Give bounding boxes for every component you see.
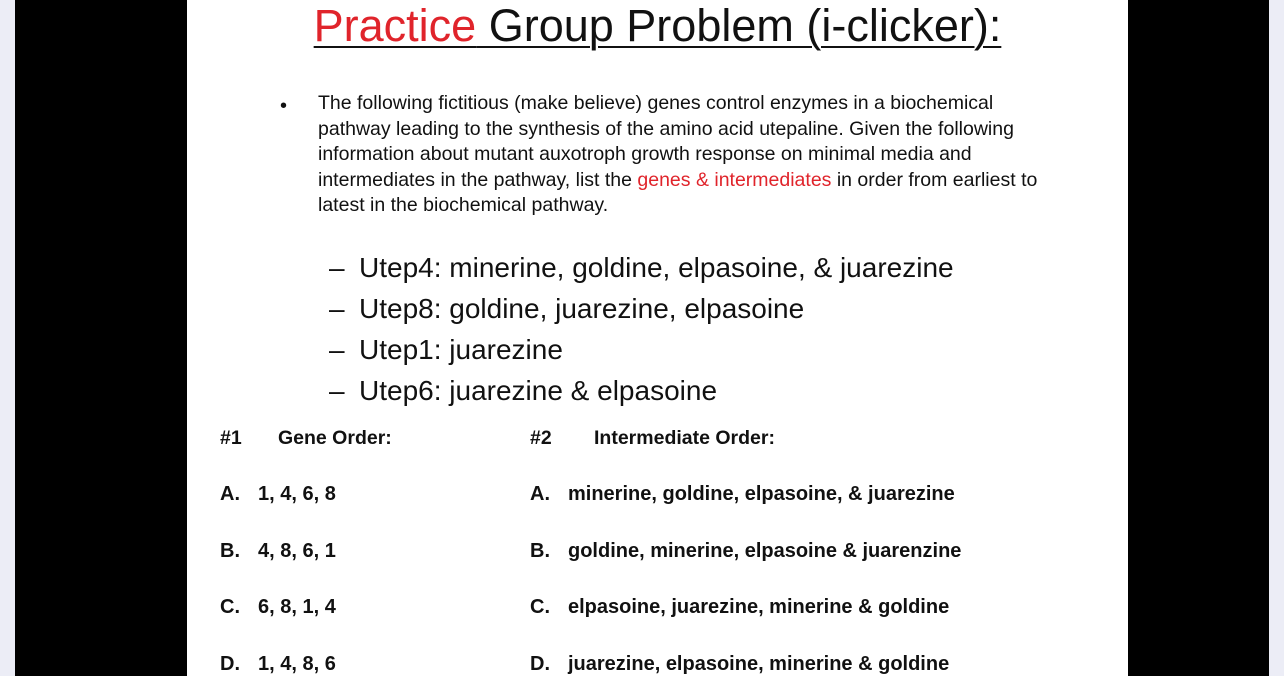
option-text: minerine, goldine, elpasoine, & juarezine bbox=[568, 483, 955, 505]
option-text: elpasoine, juarezine, minerine & goldine bbox=[568, 596, 950, 618]
option-text: juarezine, elpasoine, minerine & goldine bbox=[568, 653, 950, 675]
option-letter: B. bbox=[220, 540, 240, 562]
instructions-text-start: The following fictitious (make believe) genes control enzymes in a biochemical pathway leading to the synthesis of the amino acid utepaline. Given the following information about mutant auxotroph growth response on minimal media and intermediates in the pathway, list the bbox=[318, 92, 1014, 191]
q2-option-b bbox=[530, 538, 961, 564]
question-2-heading bbox=[530, 426, 775, 450]
option-text: 6, 8, 1, 4 bbox=[258, 596, 336, 618]
q1-option-b bbox=[220, 538, 336, 564]
option-letter: A. bbox=[220, 483, 240, 505]
question-1-label: Gene Order: bbox=[278, 427, 392, 449]
slide-title bbox=[187, 0, 1128, 52]
option-letter: C. bbox=[530, 596, 550, 618]
option-letter: C. bbox=[220, 596, 240, 618]
q2-option-c bbox=[530, 594, 949, 620]
dash-bullet: – bbox=[329, 375, 345, 406]
option-letter: D. bbox=[220, 653, 240, 675]
option-text: goldine, minerine, elpasoine & juarenzine bbox=[568, 540, 962, 562]
instructions-highlight: genes & intermediates bbox=[637, 168, 832, 191]
q1-option-a bbox=[220, 481, 336, 507]
option-text: 1, 4, 8, 6 bbox=[258, 653, 336, 675]
question-2-number: #2 bbox=[530, 427, 552, 449]
q1-option-d bbox=[220, 651, 336, 676]
slide bbox=[187, 0, 1128, 676]
title-practice-word: Practice bbox=[313, 0, 477, 51]
option-letter: B. bbox=[530, 540, 550, 562]
dash-bullet: – bbox=[329, 293, 345, 324]
option-letter: A. bbox=[530, 483, 550, 505]
option-letter: D. bbox=[530, 653, 550, 675]
mutant-item-utep6 bbox=[329, 374, 717, 408]
video-frame bbox=[15, 0, 1269, 676]
instructions-text-end: in order from earliest to latest in the biochemical pathway. bbox=[318, 168, 1038, 216]
question-1-number: #1 bbox=[220, 427, 242, 449]
question-2-label: Intermediate Order: bbox=[594, 427, 775, 449]
dash-bullet: – bbox=[329, 252, 345, 283]
q2-option-a bbox=[530, 481, 955, 507]
dash-bullet: – bbox=[329, 334, 345, 365]
option-text: 1, 4, 6, 8 bbox=[258, 483, 336, 505]
mutant-item-utep4 bbox=[329, 251, 954, 285]
mutant-text: Utep6: juarezine & elpasoine bbox=[359, 375, 718, 406]
mutant-text: Utep1: juarezine bbox=[359, 334, 563, 365]
q2-option-d bbox=[530, 651, 949, 676]
bullet-symbol: • bbox=[280, 95, 288, 117]
q1-option-c bbox=[220, 594, 336, 620]
instructions-paragraph bbox=[318, 91, 1058, 219]
mutant-text: Utep8: goldine, juarezine, elpasoine bbox=[359, 293, 805, 324]
question-1-heading bbox=[220, 426, 392, 450]
mutant-item-utep8 bbox=[329, 292, 804, 326]
mutant-item-utep1 bbox=[329, 333, 563, 367]
title-rest: Group Problem (i-clicker): bbox=[476, 0, 1002, 51]
mutant-text: Utep4: minerine, goldine, elpasoine, & juarezine bbox=[359, 252, 954, 283]
option-text: 4, 8, 6, 1 bbox=[258, 540, 336, 562]
